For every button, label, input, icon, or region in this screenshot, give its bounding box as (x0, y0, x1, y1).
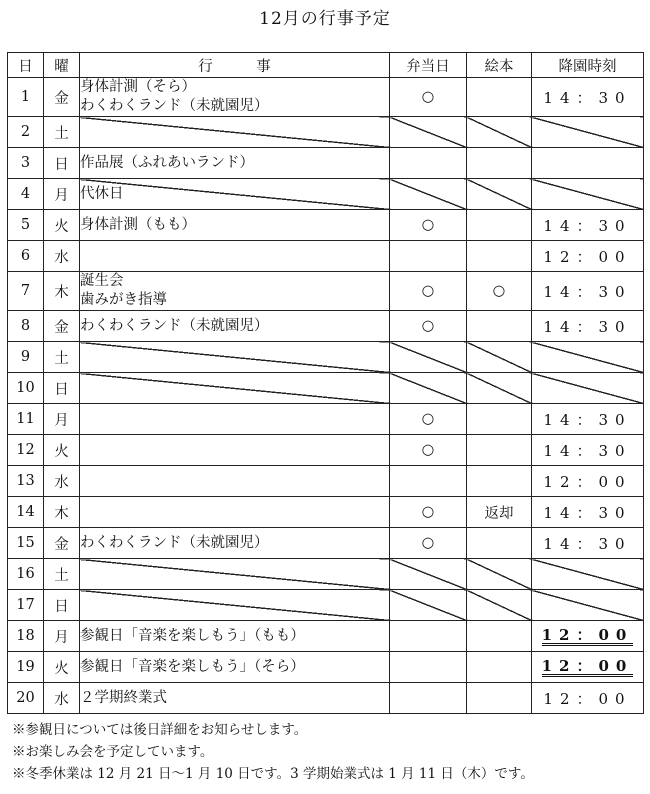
header-day: 日 (8, 53, 44, 78)
ehon-cell (467, 373, 532, 404)
pickup-time-cell (532, 497, 644, 528)
day-number-cell: 8 (8, 311, 44, 342)
weekday-cell: 月 (44, 404, 80, 435)
pickup-time-text: 14：30 (543, 534, 632, 553)
event-cell (80, 179, 390, 210)
day-number-cell: 14 (8, 497, 44, 528)
bento-cell: ○ (390, 78, 467, 117)
event-cell (80, 311, 390, 342)
table-row (8, 148, 644, 179)
header-row (8, 53, 644, 78)
pickup-time-cell (532, 272, 644, 311)
event-text: わくわくランド（未就園児） (80, 317, 269, 334)
event-cell (80, 78, 390, 117)
pickup-time-cell (532, 78, 644, 117)
table-row (8, 435, 644, 466)
weekday-cell: 水 (44, 466, 80, 497)
page-title: 12月の行事予定 (259, 9, 391, 29)
weekday-cell: 金 (44, 311, 80, 342)
table-row (8, 528, 644, 559)
weekday-cell: 月 (44, 179, 80, 210)
weekday-cell: 土 (44, 117, 80, 148)
ehon-cell: 返却 (467, 497, 532, 528)
table-row (8, 559, 644, 590)
event-cell (80, 404, 390, 435)
event-cell (80, 148, 390, 179)
weekday-cell: 日 (44, 148, 80, 179)
weekday-cell: 月 (44, 621, 80, 652)
event-text: 歯みがき指導 (80, 292, 167, 308)
pickup-time-cell (532, 652, 644, 683)
table-row (8, 241, 644, 272)
day-number-cell: 17 (8, 590, 44, 621)
table-row (8, 683, 644, 714)
pickup-time-cell (532, 210, 644, 241)
event-cell (80, 210, 390, 241)
event-text: 作品展（ふれあいランド） (80, 154, 254, 171)
bento-cell (390, 117, 467, 148)
ehon-cell (467, 179, 532, 210)
ehon-cell (467, 210, 532, 241)
bento-cell (390, 652, 467, 683)
event-cell (80, 683, 390, 714)
schedule-body (8, 78, 644, 714)
day-number-cell: 3 (8, 148, 44, 179)
bento-cell (390, 683, 467, 714)
event-text: ２学期終業式 (80, 689, 167, 706)
weekday-cell: 水 (44, 683, 80, 714)
bento-cell (390, 559, 467, 590)
ehon-cell (467, 404, 532, 435)
event-cell (80, 373, 390, 404)
bento-cell (390, 342, 467, 373)
pickup-time-cell (532, 590, 644, 621)
pickup-time-cell (532, 311, 644, 342)
day-number-cell: 2 (8, 117, 44, 148)
bento-cell: ○ (390, 528, 467, 559)
pickup-time-cell (532, 373, 644, 404)
bento-cell (390, 590, 467, 621)
day-number-cell: 1 (8, 78, 44, 117)
day-number-cell: 7 (8, 272, 44, 311)
ehon-cell (467, 435, 532, 466)
pickup-time-text: 12：00 (543, 689, 632, 708)
day-number-cell: 6 (8, 241, 44, 272)
table-row (8, 272, 644, 311)
pickup-time-cell (532, 528, 644, 559)
ehon-cell (467, 683, 532, 714)
event-text: 身体計測（もも） (80, 216, 196, 233)
weekday-cell: 水 (44, 241, 80, 272)
pickup-time-text: 14：30 (543, 410, 632, 429)
pickup-time-text: 14：30 (543, 216, 632, 235)
event-cell (80, 272, 390, 311)
pickup-time-cell (532, 148, 644, 179)
table-row (8, 466, 644, 497)
table-row (8, 652, 644, 683)
header-pickup-time: 降園時刻 (532, 53, 644, 78)
day-number-cell: 18 (8, 621, 44, 652)
day-number-cell: 12 (8, 435, 44, 466)
table-row (8, 621, 644, 652)
weekday-cell: 日 (44, 590, 80, 621)
bento-cell (390, 179, 467, 210)
table-row (8, 497, 644, 528)
bento-cell: ○ (390, 311, 467, 342)
table-row (8, 210, 644, 241)
table-row (8, 311, 644, 342)
day-number-cell: 19 (8, 652, 44, 683)
pickup-time-text: 14：30 (543, 441, 632, 460)
pickup-time-cell (532, 179, 644, 210)
event-cell (80, 528, 390, 559)
event-text: 代休日 (80, 185, 124, 202)
pickup-time-cell (532, 404, 644, 435)
weekday-cell: 火 (44, 435, 80, 466)
ehon-cell (467, 342, 532, 373)
ehon-cell (467, 621, 532, 652)
pickup-time-text: 12：00 (541, 626, 634, 644)
table-row (8, 342, 644, 373)
bento-cell: ○ (390, 210, 467, 241)
day-number-cell: 10 (8, 373, 44, 404)
weekday-cell: 日 (44, 373, 80, 404)
header-weekday: 曜 (44, 53, 80, 78)
table-row (8, 117, 644, 148)
note-line: ※お楽しみ会を予定しています。 (12, 744, 214, 760)
event-cell (80, 342, 390, 373)
pickup-time-text: 14：30 (543, 88, 632, 107)
weekday-cell: 木 (44, 272, 80, 311)
bento-cell (390, 466, 467, 497)
event-cell (80, 652, 390, 683)
pickup-time-cell (532, 342, 644, 373)
event-text: わくわくランド（未就園児） (80, 98, 269, 114)
day-number-cell: 5 (8, 210, 44, 241)
header-bento: 弁当日 (390, 53, 467, 78)
ehon-cell (467, 241, 532, 272)
pickup-time-cell (532, 241, 644, 272)
ehon-cell: ○ (467, 272, 532, 311)
event-cell (80, 590, 390, 621)
event-cell (80, 559, 390, 590)
table-row (8, 373, 644, 404)
day-number-cell: 20 (8, 683, 44, 714)
bento-cell (390, 148, 467, 179)
bento-cell (390, 241, 467, 272)
bento-cell: ○ (390, 272, 467, 311)
event-cell (80, 117, 390, 148)
note-line: ※参観日については後日詳細をお知らせします。 (12, 722, 308, 738)
ehon-cell (467, 117, 532, 148)
event-cell (80, 435, 390, 466)
weekday-cell: 金 (44, 528, 80, 559)
pickup-time-cell (532, 117, 644, 148)
weekday-cell: 木 (44, 497, 80, 528)
day-number-cell: 16 (8, 559, 44, 590)
bento-cell: ○ (390, 435, 467, 466)
event-text: 参観日「音楽を楽しもう」（そら） (80, 658, 305, 675)
pickup-time-cell (532, 683, 644, 714)
table-row (8, 404, 644, 435)
ehon-cell (467, 559, 532, 590)
event-cell (80, 621, 390, 652)
pickup-time-cell (532, 435, 644, 466)
ehon-cell (467, 590, 532, 621)
table-row (8, 78, 644, 117)
bento-cell (390, 373, 467, 404)
header-event: 行 事 (80, 53, 390, 78)
pickup-time-cell (532, 466, 644, 497)
note-line: ※冬季休業は 12 月 21 日～1 月 10 日です。3 学期始業式は 1 月 11 日（木）です。 (12, 766, 534, 782)
header-ehon: 絵本 (467, 53, 532, 78)
bento-cell (390, 621, 467, 652)
day-number-cell: 11 (8, 404, 44, 435)
pickup-time-text: 12：00 (541, 657, 634, 675)
schedule-table (7, 52, 644, 714)
pickup-time-text: 14：30 (543, 317, 632, 336)
weekday-cell: 火 (44, 210, 80, 241)
ehon-cell (467, 528, 532, 559)
pickup-time-text: 12：00 (543, 472, 632, 491)
bento-cell: ○ (390, 404, 467, 435)
ehon-cell (467, 78, 532, 117)
pickup-time-text: 14：30 (543, 282, 632, 301)
day-number-cell: 4 (8, 179, 44, 210)
ehon-cell (467, 466, 532, 497)
event-text: 誕生会 (80, 273, 124, 289)
day-number-cell: 9 (8, 342, 44, 373)
pickup-time-text: 14：30 (543, 503, 632, 522)
bento-cell: ○ (390, 497, 467, 528)
weekday-cell: 土 (44, 342, 80, 373)
ehon-cell (467, 148, 532, 179)
event-text: わくわくランド（未就園児） (80, 534, 269, 551)
event-text: 参観日「音楽を楽しもう」（もも） (80, 627, 305, 644)
weekday-cell: 金 (44, 78, 80, 117)
pickup-time-cell (532, 621, 644, 652)
event-cell (80, 497, 390, 528)
day-number-cell: 13 (8, 466, 44, 497)
pickup-time-cell (532, 559, 644, 590)
ehon-cell (467, 652, 532, 683)
day-number-cell: 15 (8, 528, 44, 559)
table-row (8, 590, 644, 621)
event-cell (80, 466, 390, 497)
weekday-cell: 火 (44, 652, 80, 683)
weekday-cell: 土 (44, 559, 80, 590)
ehon-cell (467, 311, 532, 342)
notes (12, 719, 534, 785)
pickup-time-text: 12：00 (543, 247, 632, 266)
event-text: 身体計測（そら） (80, 79, 196, 95)
event-cell (80, 241, 390, 272)
table-row (8, 179, 644, 210)
